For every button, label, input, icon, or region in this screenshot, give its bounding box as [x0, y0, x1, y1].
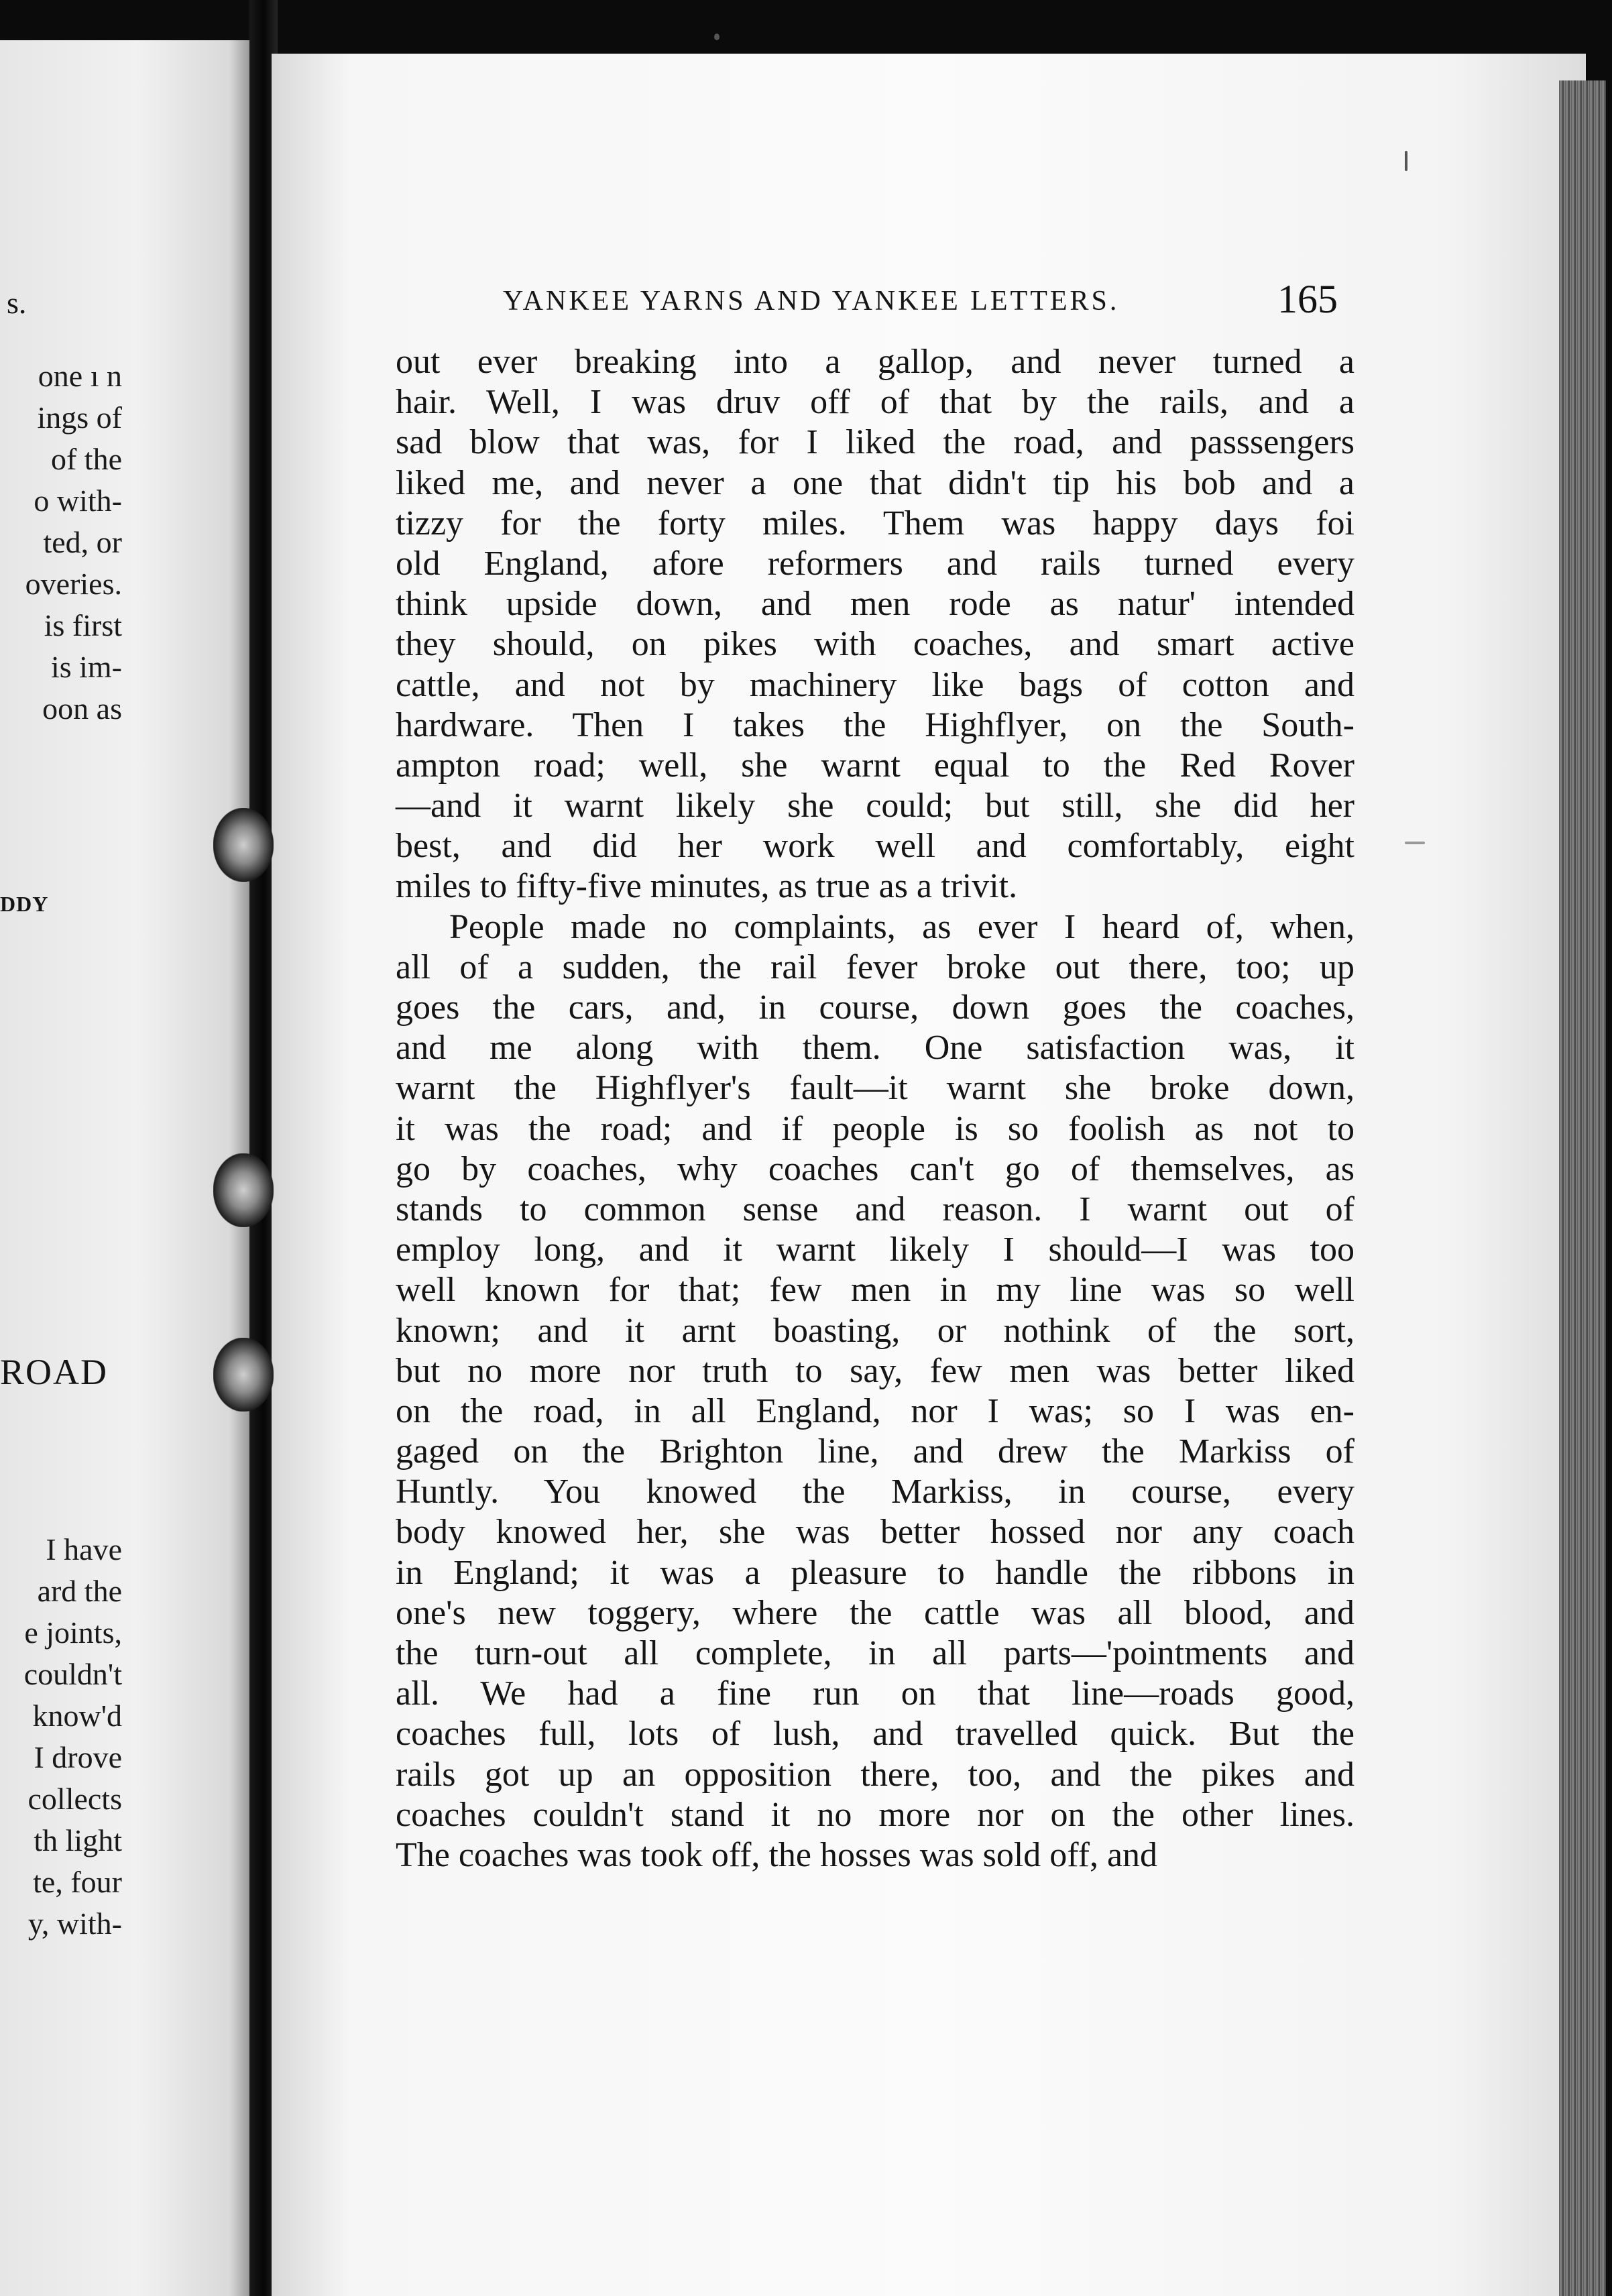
text-line: one's new toggery, where the cattle was all blood, and: [396, 1593, 1355, 1632]
text-line: but no more nor truth to say, few men was better liked: [396, 1351, 1355, 1390]
left-running-head-fragment: s.: [7, 286, 27, 320]
left-line: o with-: [34, 483, 122, 518]
left-line: is first: [44, 608, 122, 642]
scan-speck: [714, 34, 719, 40]
left-line: know'd: [32, 1699, 122, 1733]
text-line: in England; it was a pleasure to handle the ribbons in: [396, 1553, 1355, 1592]
left-line: one ı n: [38, 359, 122, 393]
left-line: collects: [27, 1782, 122, 1816]
left-line: is im-: [50, 650, 122, 684]
binding-stitch: [213, 808, 274, 882]
text-line: warnt the Highflyer's fault—it warnt she broke down,: [396, 1069, 1355, 1108]
text-line: old England, afore reformers and rails turned every: [396, 544, 1355, 583]
text-line: Huntly. You knowed the Markiss, in course, every: [396, 1473, 1355, 1511]
text-line: tizzy for the forty miles. Them was happy days foi: [396, 504, 1355, 542]
text-line: best, and did her work well and comfortably, eight: [396, 827, 1355, 866]
paragraph: [396, 907, 1355, 1876]
text-line: liked me, and never a one that didn't tip his bob and a: [396, 463, 1355, 502]
text-line: well known for that; few men in my line was so well: [396, 1271, 1355, 1310]
left-line: ard the: [37, 1574, 122, 1608]
left-page: [0, 40, 249, 2296]
left-line: overies.: [25, 567, 122, 601]
scan-speck: [1405, 151, 1407, 171]
left-line: I have: [46, 1532, 122, 1566]
text-line: coaches couldn't stand it no more nor on the other lines.: [396, 1795, 1355, 1834]
text-line: employ long, and it warnt likely I should—I was too: [396, 1230, 1355, 1269]
text-line: all. We had a fine run on that line—roads good,: [396, 1674, 1355, 1713]
page-body: [396, 342, 1355, 1876]
left-line: y, with-: [27, 1906, 122, 1941]
left-line: couldn't: [23, 1657, 122, 1691]
paragraph: [396, 342, 1355, 907]
text-line: on the road, in all England, nor I was; so I was en-: [396, 1391, 1355, 1430]
text-line: out ever breaking into a gallop, and never turned a: [396, 343, 1355, 381]
left-line: e joints,: [24, 1615, 122, 1650]
left-chapter-heading-fragment: ROAD: [0, 1352, 109, 1392]
text-line: The coaches was took off, the hosses was sold off, and: [396, 1835, 1158, 1874]
text-line: coaches full, lots of lush, and travelled quick. But the: [396, 1715, 1355, 1754]
left-line: th light: [34, 1823, 122, 1857]
text-line: hair. Well, I was druv off of that by the rails, and a: [396, 383, 1355, 422]
text-line: the turn-out all complete, in all parts—'pointments and: [396, 1634, 1355, 1672]
text-line: it was the road; and if people is so foolish as not to: [396, 1109, 1355, 1148]
page-number: 165: [1277, 277, 1338, 321]
text-line: sad blow that was, for I liked the road, and passsengers: [396, 423, 1355, 462]
text-line: rails got up an opposition there, too, and the pikes and: [396, 1755, 1355, 1794]
text-line: all of a sudden, the rail fever broke out there, too; up: [396, 948, 1355, 986]
text-line: think upside down, and men rode as natur' intended: [396, 585, 1355, 624]
left-line: of the: [50, 442, 122, 476]
text-line: they should, on pikes with coaches, and smart active: [396, 625, 1355, 664]
left-line: ings of: [37, 400, 122, 435]
text-line: ampton road; well, she warnt equal to the Red Rover: [396, 746, 1355, 785]
text-line: and me along with them. One satisfaction was, it: [396, 1029, 1355, 1068]
text-line: gaged on the Brighton line, and drew the Markiss of: [396, 1432, 1355, 1471]
text-line: cattle, and not by machinery like bags of cotton and: [396, 665, 1355, 704]
text-line: stands to common sense and reason. I warnt out of: [396, 1190, 1355, 1228]
text-line: People made no complaints, as ever I heard of, when,: [449, 907, 1355, 946]
scan-speck: [1405, 842, 1425, 844]
binding-stitch: [213, 1153, 274, 1227]
left-section-heading-fragment: DDY: [0, 892, 49, 916]
text-line: hardware. Then I takes the Highflyer, on the South-: [396, 705, 1355, 744]
running-head: YANKEE YARNS AND YANKEE LETTERS.: [503, 286, 1120, 317]
left-line: te, four: [33, 1865, 122, 1899]
text-line: known; and it arnt boasting, or nothink of the sort,: [396, 1311, 1355, 1350]
text-line: miles to fifty-five minutes, as true as a trivit.: [396, 867, 1018, 906]
page-edges: [1559, 80, 1606, 2296]
left-line: oon as: [42, 691, 122, 726]
text-line: go by coaches, why coaches can't go of themselves, as: [396, 1149, 1355, 1188]
text-line: goes the cars, and, in course, down goes the coaches,: [396, 988, 1355, 1027]
text-line: —and it warnt likely she could; but still, she did her: [396, 787, 1355, 825]
left-line: ted, or: [43, 525, 122, 559]
binding-stitch: [213, 1338, 274, 1412]
text-line: body knowed her, she was better hossed nor any coach: [396, 1513, 1355, 1552]
left-line: I drove: [34, 1740, 122, 1774]
